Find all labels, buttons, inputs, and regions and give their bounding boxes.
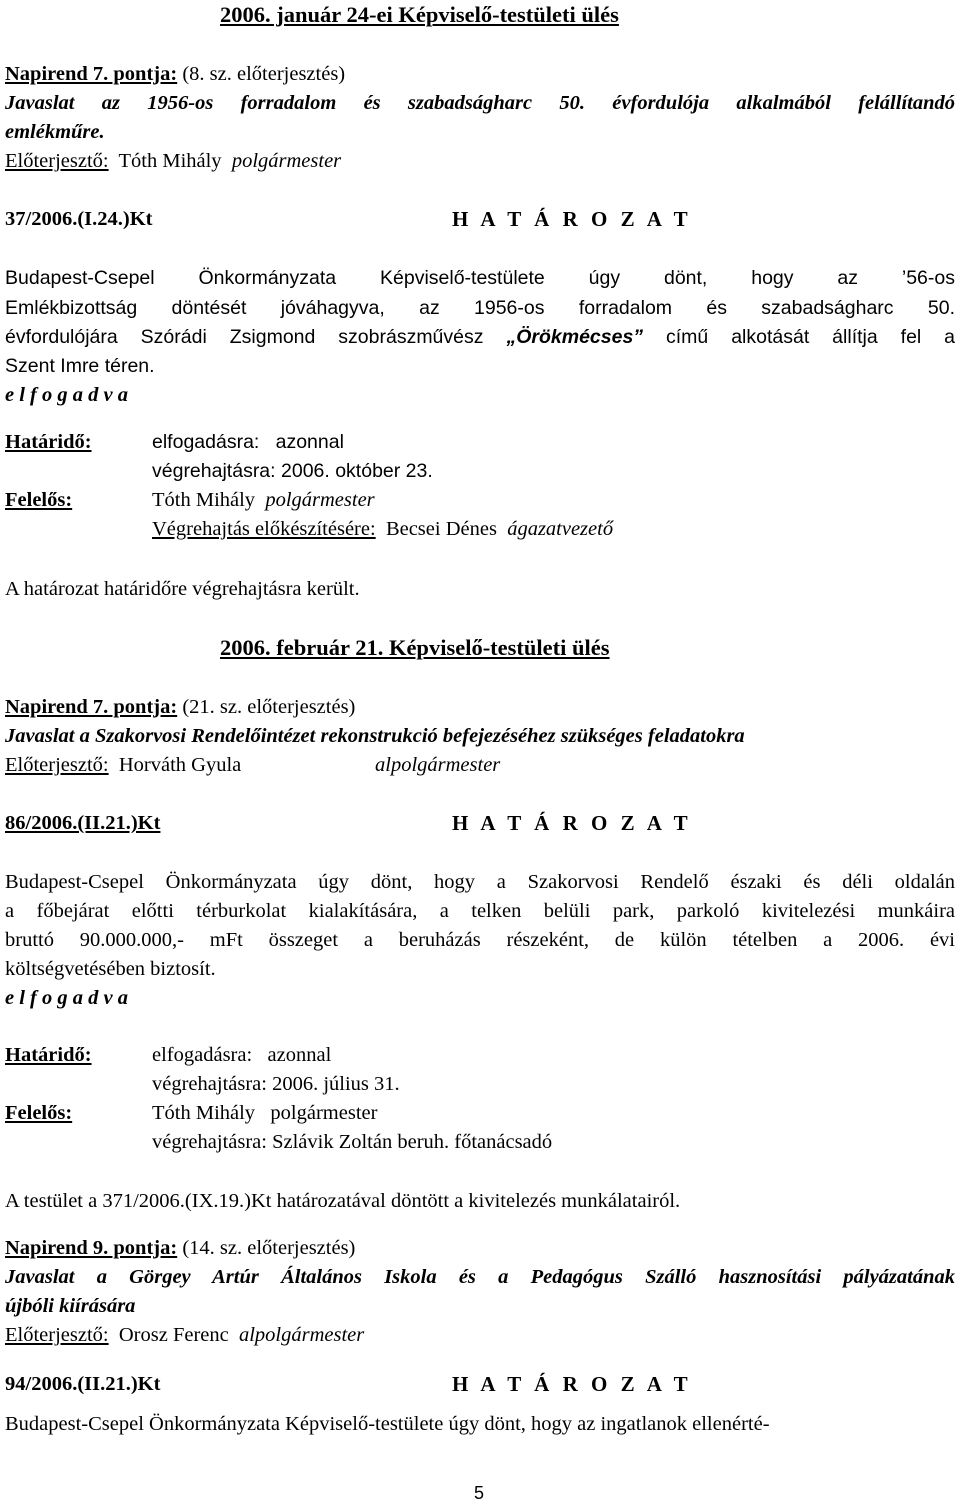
resolution-body: bruttó 90.000.000,- mFt összeget a beruházás részeként, de külön tételben a 2006. évi — [5, 929, 955, 951]
proposal-title: Javaslat a Szakorvosi Rendelőintézet rekonstrukció befejezéséhez szükséges feladatokra — [5, 725, 745, 747]
resolution-number: 37/2006.(I.24.)Kt — [5, 208, 153, 230]
session-heading: 2006. február 21. Képviselő-testületi ülés — [220, 635, 610, 660]
presenter-line — [5, 147, 341, 176]
presenter-label: Előterjesztő: — [5, 150, 109, 172]
deadline-accept: elfogadásra: azonnal — [152, 1044, 332, 1066]
resolution-body: évfordulójára Szórádi Zsigmond szobrászművész „Örökmécses” című alkotását állítja fel a — [5, 326, 956, 348]
agenda-line: Napirend 7. pontja: (21. sz. előterjesztés) — [5, 696, 356, 718]
presenter-name: Tóth Mihály — [118, 150, 222, 172]
deadline-exec: végrehajtásra: 2006. július 31. — [152, 1073, 400, 1095]
proposal-title-cont: emlékműre. — [5, 121, 105, 143]
responsible-label: Felelős: — [5, 489, 73, 511]
accepted-label: e l f o g a d v a — [5, 987, 128, 1009]
presenter-role: alpolgármester — [375, 754, 501, 776]
resolution-body: Emlékbizottság döntését jóváhagyva, az 1956-os forradalom és szabadságharc 50. — [5, 297, 955, 319]
presenter-role: polgármester — [231, 150, 342, 172]
resolution-body: Budapest-Csepel Önkormányzata úgy dönt, hogy a Szakorvosi Rendelő északi és déli oldalán — [5, 871, 955, 893]
presenter-line: Előterjesztő: Horváth Gyula — [5, 754, 242, 776]
agenda-line — [5, 60, 345, 89]
status-note: A határozat határidőre végrehajtásra került. — [5, 578, 360, 600]
resolution-body: költségvetésében biztosít. — [5, 958, 216, 980]
resolution-body: Szent Imre téren. — [5, 355, 155, 377]
deadline-label: Határidő: — [5, 1044, 92, 1066]
resolution-body: a főbejárat előtti térburkolat kialakítására, a telken belüli park, parkoló kivitelezési munkáira — [5, 900, 955, 922]
proposal-title-cont: újbóli kiírására — [5, 1295, 136, 1317]
prep-line: Végrehajtás előkészítésére: Becsei Dénes ágazatvezető — [152, 518, 614, 540]
resolution-number: 86/2006.(II.21.)Kt — [5, 812, 161, 834]
resolution-body: Budapest-Csepel Önkormányzata Képviselő-testülete úgy dönt, hogy az ingatlanok ellenérté- — [5, 1413, 770, 1435]
resolution-word: H A T Á R O Z A T — [452, 207, 692, 231]
resolution-number: 94/2006.(II.21.)Kt — [5, 1373, 161, 1395]
presenter-line: Előterjesztő: Orosz Ferenc alpolgármester — [5, 1324, 365, 1346]
session-heading: 2006. január 24-ei Képviselő-testületi ülés — [220, 2, 619, 27]
responsible-label: Felelős: — [5, 1102, 73, 1124]
resolution-word: H A T Á R O Z A T — [452, 1372, 692, 1396]
responsible-line-2: végrehajtásra: Szlávik Zoltán beruh. főtanácsadó — [152, 1131, 553, 1153]
resolution-body: Budapest-Csepel Önkormányzata Képviselő-testülete úgy dönt, hogy az ’56-os — [5, 267, 955, 289]
responsible-line: Tóth Mihály polgármester — [152, 489, 375, 511]
deadline-exec: végrehajtásra: 2006. október 23. — [152, 460, 433, 482]
artwork-title: „Örökmécses” — [506, 326, 644, 348]
status-note: A testület a 371/2006.(IX.19.)Kt határozatával döntött a kivitelezés munkálatairól. — [5, 1190, 681, 1212]
responsible-line: Tóth Mihály polgármester — [152, 1102, 378, 1124]
accepted-label: e l f o g a d v a — [5, 384, 128, 406]
deadline-accept: elfogadásra: azonnal — [152, 431, 344, 453]
agenda-label: Napirend 7. pontja: — [5, 63, 178, 85]
agenda-line: Napirend 9. pontja: (14. sz. előterjesztés) — [5, 1237, 356, 1259]
proposal-title: Javaslat az 1956-os forradalom és szabadságharc 50. évfordulója alkalmából felállítandó — [5, 92, 955, 114]
resolution-word: H A T Á R O Z A T — [452, 811, 692, 835]
deadline-label: Határidő: — [5, 431, 92, 453]
agenda-ref: (8. sz. előterjesztés) — [182, 63, 346, 85]
page-number: 5 — [474, 1483, 485, 1503]
proposal-title: Javaslat a Görgey Artúr Általános Iskola és a Pedagógus Szálló hasznosítási pályázatának — [5, 1266, 955, 1288]
